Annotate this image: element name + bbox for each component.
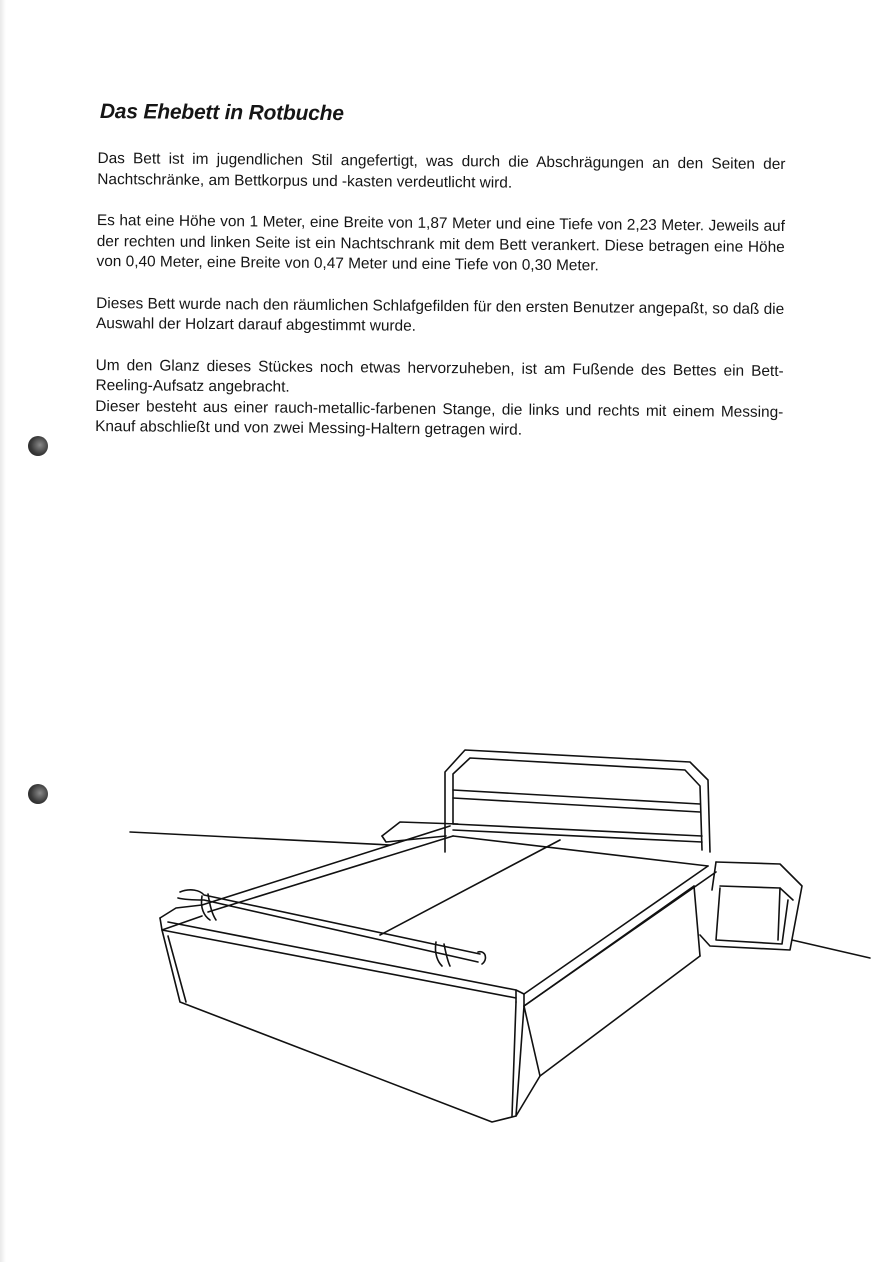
punch-hole-bottom [28,784,48,804]
punch-hole-top [28,436,48,456]
paragraph-railing-detail: Dieser besteht aus einer rauch-metallic-farbenen Stange, die links und rechts mit einem Messing-Knauf abschließt und von zwei Messing-Haltern getragen wird. [95,397,784,439]
page-edge [0,0,6,1262]
paragraph-railing-intro: Um den Glanz dieses Stückes noch etwas hervorzuheben, ist am Fußende des Bettes ein Bett-Reeling-Aufsatz angebracht. [95,356,784,396]
paragraph-style: Das Bett ist im jugendlichen Stil angefertigt, was durch die Abschrägungen an den Seiten der Nachtschränke, am Bettkorpus und -kasten verdeutlicht wird. [97,149,786,192]
document-body [95,100,786,464]
paragraph-dimensions: Es hat eine Höhe von 1 Meter, eine Breite von 1,87 Meter und eine Tiefe von 2,23 Meter. Jeweils auf der rechten und linken Seite ist ein Nachtschrank mit dem Bett verankert. Diese betragen eine Höhe von 0,40 Meter, eine Breite von 0,47 Meter und eine Tiefe von 0,30 Meter. [96,211,785,275]
bed-line-drawing [120,740,880,1130]
bed-illustration [120,740,880,1130]
paragraph-wood-choice: Dieses Bett wurde nach den räumlichen Schlafgefilden für den ersten Benutzer angepaßt, so daß die Auswahl der Holzart darauf abgestimmt wurde. [95,294,785,335]
document-title: Das Ehebett in Rotbuche [99,100,344,126]
